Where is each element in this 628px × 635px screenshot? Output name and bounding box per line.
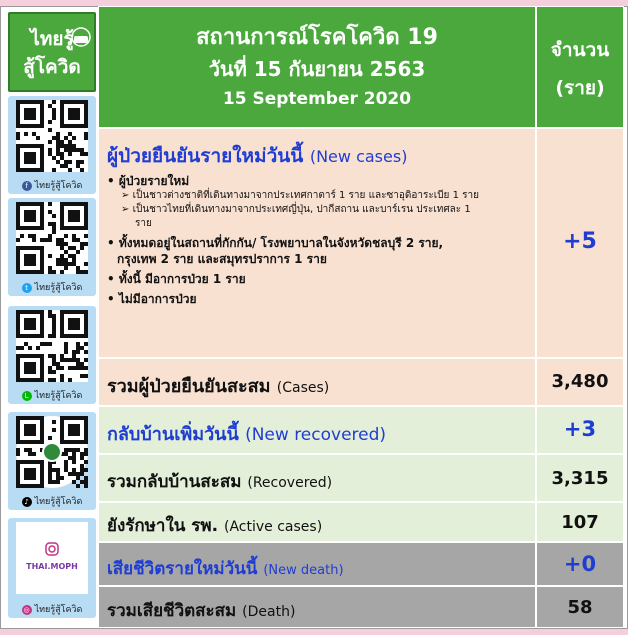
- twitter-qr-card[interactable]: [8, 198, 96, 296]
- date-thai: วันที่ 15 กันยายน 2563: [208, 57, 426, 81]
- recovered-label: รวมกลับบ้านสะสม (Recovered): [107, 472, 333, 492]
- twitter-qr-code[interactable]: [16, 202, 88, 274]
- bullet-new-patients: • ผู้ป่วยรายใหม่: [107, 174, 190, 188]
- new-recovered-value-cell: [536, 406, 624, 454]
- active-row: [98, 502, 536, 542]
- count-label: จำนวน: [550, 39, 610, 61]
- death-label: รวมเสียชีวิตสะสม (Death): [107, 601, 296, 621]
- bullet-quarantine-cont: กรุงเทพ 2 ราย และสมุทรปราการ 1 ราย: [117, 252, 327, 266]
- instagram-label: ไทยรู้สู้โควิด: [34, 605, 83, 615]
- instagram-small-icon: ◎: [23, 605, 30, 614]
- instagram-handle: THAI.MOPH: [26, 562, 78, 571]
- logo-line-1: ไทยรู้: [30, 28, 74, 50]
- tiktok-label: ไทยรู้สู้โควิด: [34, 497, 83, 507]
- tiktok-qr-card[interactable]: [8, 412, 96, 510]
- thai-fight-covid-logo: [8, 12, 96, 92]
- line-qr-card[interactable]: [8, 306, 96, 404]
- new-cases-section: [98, 128, 536, 358]
- count-unit: (ราย): [555, 77, 605, 99]
- new-recovered-row: [98, 406, 536, 454]
- sub-bullet-thais: ➢ เป็นชาวไทยที่เดินทางมาจากประเทศญี่ปุ่น, ปากีสถาน และบาร์เรน ประเทศละ 1: [121, 204, 471, 215]
- instagram-nametag[interactable]: [16, 522, 88, 594]
- facebook-qr-card[interactable]: [8, 96, 96, 194]
- bullet-symptomatic: • ทั้งนี้ มีอาการป่วย 1 ราย: [107, 272, 246, 286]
- sub-bullet-thais-cont: ราย: [135, 218, 152, 229]
- bottom-bar: [0, 629, 628, 635]
- new-death-label: เสียชีวิตรายใหม่วันนี้ (New death): [107, 559, 344, 579]
- instagram-card[interactable]: [8, 518, 96, 618]
- new-cases-details: [107, 173, 479, 307]
- logo-line-2: สู้โควิด: [23, 56, 81, 78]
- line-label: ไทยรู้สู้โควิด: [34, 391, 83, 401]
- tiktok-qr-code[interactable]: [16, 416, 88, 488]
- new-recovered-value: +3: [563, 417, 597, 441]
- cases-label: รวมผู้ป่วยยืนยันสะสม (Cases): [107, 376, 330, 397]
- death-value-cell: [536, 586, 624, 628]
- twitter-icon: t: [22, 283, 32, 293]
- active-value-cell: [536, 502, 624, 542]
- line-icon: L: [22, 391, 32, 401]
- new-cases-value: +5: [563, 229, 597, 254]
- facebook-icon: f: [22, 181, 32, 191]
- new-cases-title: ผู้ป่วยยืนยันรายใหม่วันนี้ (New cases): [107, 145, 408, 167]
- date-english: 15 September 2020: [222, 89, 412, 109]
- death-value: 58: [567, 597, 593, 618]
- recovered-value: 3,315: [551, 468, 609, 489]
- cases-row: [98, 358, 536, 406]
- tiktok-icon: ♪: [22, 497, 32, 507]
- facebook-label: ไทยรู้สู้โควิด: [34, 181, 83, 191]
- header-banner: [98, 6, 536, 128]
- recovered-row: [98, 454, 536, 502]
- count-header: [536, 6, 624, 128]
- death-row: [98, 586, 536, 628]
- instagram-icon: [45, 542, 59, 556]
- new-recovered-label: กลับบ้านเพิ่มวันนี้ (New recovered): [107, 424, 387, 445]
- bullet-quarantine: • ทั้งหมดอยู่ในสถานที่กักกัน/ โรงพยาบาลในจังหวัดชลบุรี 2 ราย,: [107, 236, 444, 250]
- new-death-value-cell: [536, 542, 624, 586]
- face-mask-icon: [68, 26, 94, 48]
- bullet-asymptomatic: • ไม่มีอาการป่วย: [107, 292, 197, 306]
- moph-emblem-icon: [42, 442, 62, 462]
- new-death-value: +0: [563, 552, 597, 576]
- active-label: ยังรักษาใน รพ. (Active cases): [107, 516, 323, 536]
- cases-value: 3,480: [551, 371, 609, 392]
- new-death-row: [98, 542, 536, 586]
- sub-bullet-foreigners: ➢ เป็นชาวต่างชาติที่เดินทางมาจากประเทศกาตาร์ 1 ราย และซาอุดิอาระเบีย 1 ราย: [121, 190, 479, 201]
- active-value: 107: [561, 512, 599, 533]
- page-title: สถานการณ์โรคโควิด 19: [196, 25, 438, 50]
- cases-value-cell: [536, 358, 624, 406]
- recovered-value-cell: [536, 454, 624, 502]
- new-cases-value-cell: [536, 128, 624, 358]
- facebook-qr-code[interactable]: [16, 100, 88, 172]
- line-qr-code[interactable]: [16, 310, 88, 382]
- twitter-label: ไทยรู้สู้โควิด: [34, 283, 83, 293]
